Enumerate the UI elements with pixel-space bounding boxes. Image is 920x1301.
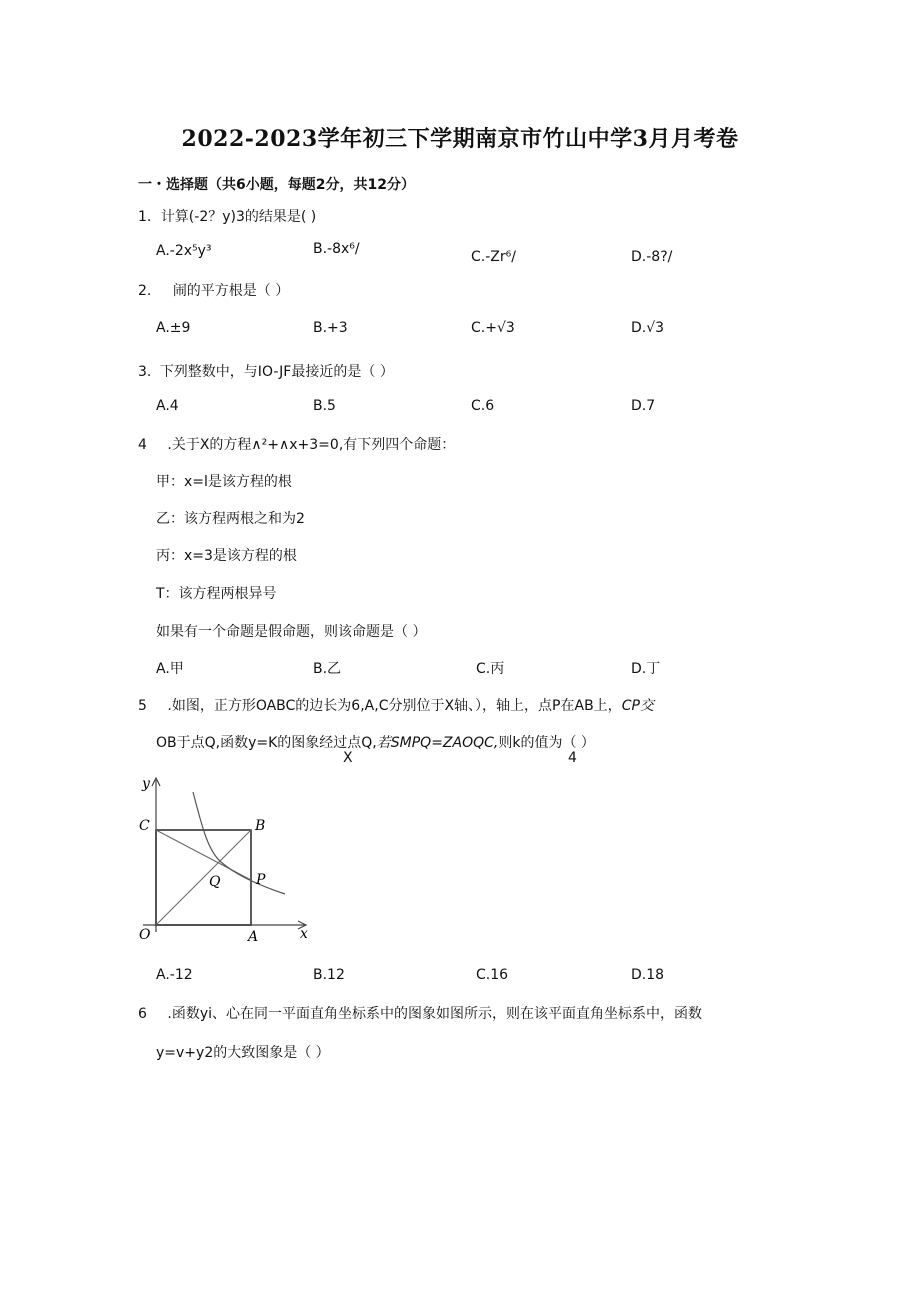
q3-option-c: C.6 [471, 398, 495, 414]
q5-option-d: D.18 [631, 967, 665, 983]
question-5 [138, 695, 654, 715]
q2-option-b: B.+3 [313, 320, 348, 336]
label-y: y [142, 776, 150, 792]
question-stem-line1: .如图，正方形OABC的边长为6,A,C分别位于X轴、），轴上，点P在AB上， [167, 698, 622, 714]
fraction-denominator-4: 4 [568, 750, 577, 766]
label-p: P [256, 872, 266, 888]
question-5-line2 [156, 732, 595, 752]
q1-option-a: A.-2x⁵y³ [156, 243, 212, 259]
question-4-ask: 如果有一个命题是假命题，则该命题是（ ） [156, 624, 427, 640]
label-c: C [139, 818, 150, 834]
q1-option-c: C.-Zr⁶/ [471, 249, 516, 265]
question-stem-line1: .函数yi、心在同一平面直角坐标系中的图象如图所示，则在该平面直角坐标系中，函数 [167, 1006, 702, 1022]
q5-option-c: C.16 [476, 967, 509, 983]
q2-option-a: A.±9 [156, 320, 191, 336]
question-stem-line1-italic: CP交 [621, 698, 654, 714]
question-6 [138, 1003, 702, 1023]
question-stem-line2-italic: 若SMPQ=ZAOQC, [376, 735, 499, 751]
diagonal-ob [156, 830, 251, 925]
label-q: Q [209, 874, 221, 890]
question-1 [138, 206, 316, 226]
question-stem-line2-a: OB于点Q,函数y=K的图象经过点Q, [156, 735, 377, 751]
question-number: 3. [138, 364, 152, 380]
section-heading: 一・选择题（共6小题，每题2分，共12分） [138, 177, 415, 193]
question-stem: 下列整数中，与IO-JF最接近的是（ ） [159, 364, 394, 380]
hyperbola-curve [193, 792, 285, 894]
exam-title: 2022-2023学年初三下学期南京市竹山中学3月月考卷 [181, 126, 739, 152]
question-number: 2. [138, 283, 152, 299]
question-6-line2: y=v+y2的大致图象是（ ） [156, 1045, 330, 1061]
label-o: O [139, 927, 151, 943]
question-number: 4 [138, 437, 147, 453]
question-3 [138, 361, 394, 381]
proposition-jia: 甲：x=l是该方程的根 [156, 474, 292, 490]
question-number: 5 [138, 698, 147, 714]
label-b: B [255, 818, 266, 834]
label-x: x [300, 926, 308, 942]
question-stem: 计算(-2？y)3的结果是( ) [160, 209, 317, 225]
proposition-ding: T：该方程两根异号 [156, 586, 277, 602]
q1-option-b: B.-8x⁶/ [313, 241, 360, 257]
q5-option-b: B.12 [313, 967, 345, 983]
proposition-yi: 乙：该方程两根之和为2 [156, 511, 305, 527]
q2-option-d: D.√3 [631, 320, 665, 336]
question-stem-line2-c: 则k的值为（ ） [498, 735, 595, 751]
question-number: 6 [138, 1006, 147, 1022]
square-figure [133, 772, 313, 944]
q2-option-c: C.+√3 [471, 320, 515, 336]
question-4 [138, 434, 455, 454]
q3-option-d: D.7 [631, 398, 656, 414]
q1-option-d: D.-8?/ [631, 249, 673, 265]
q4-option-c: C.丙 [476, 661, 505, 677]
question-stem: 闹的平方根是（ ） [172, 283, 290, 299]
q4-option-b: B.乙 [313, 661, 342, 677]
fraction-denominator-x: X [343, 750, 353, 766]
label-a: A [248, 929, 259, 944]
q4-option-a: A.甲 [156, 661, 184, 677]
q4-option-d: D.丁 [631, 661, 661, 677]
question-stem: .关于X的方程∧²+∧x+3=0,有下列四个命题： [167, 437, 456, 453]
q5-option-a: A.-12 [156, 967, 193, 983]
proposition-bing: 丙：x=3是该方程的根 [156, 548, 297, 564]
q3-option-a: A.4 [156, 398, 179, 414]
question-number: 1. [138, 209, 152, 225]
q3-option-b: B.5 [313, 398, 336, 414]
question-2 [138, 280, 289, 300]
